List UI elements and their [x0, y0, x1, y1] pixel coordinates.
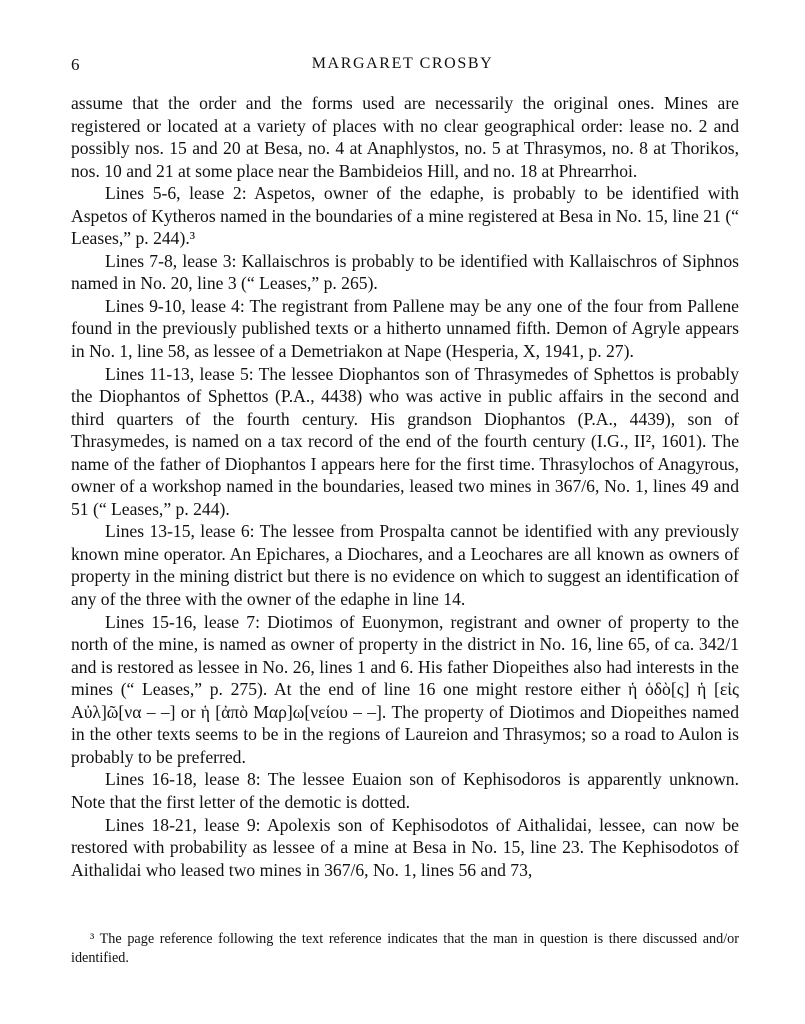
- paragraph-lease-7: Lines 15-16, lease 7: Diotimos of Euonymon, registrant and owner of property to the north of the mine, is named as owner of property in the district in No. 16, line 65, of ca. 342/1 and is restored as lessee in No. 26, lines 1 and 6. His father Diopeithes also had interests in the mines (“ Leases,” p. 275). At the end of line 16 one might restore either ἡ ὁδὸ[ς] ἡ [εἰς Αὐλ]ῶ[να – –] or ἡ [ἀπὸ Μαρ]ω[νείου – –]. The property of Diotimos and Diopeithes named in the other texts seems to be in the regions of Laureion and Thrasymos; so a road to Aulon is probably to be preferred.: [71, 611, 739, 767]
- paragraph-lease-5: Lines 11-13, lease 5: The lessee Diophantos son of Thrasymedes of Sphettos is probably the Diophantos of Sphettos (P.A., 4438) who was active in public affairs in the second and third quarters of the fourth century. His grandson Diophantos (P.A., 4439), son of Thrasymedes, is named on a tax record of the end of the fourth century (I.G., II², 1601). The name of the father of Diophantos I appears here for the first time. Thrasylochos of Anagyrous, owner of a workshop named in the boundaries, leased two mines in 367/6, No. 1, lines 49 and 51 (“ Leases,” p. 244).: [71, 363, 739, 519]
- page-header: [0, 55, 805, 81]
- paragraph-lease-9: Lines 18-21, lease 9: Apolexis son of Kephisodotos of Aithalidai, lessee, can now be restored with probability as lessee of a mine at Besa in No. 15, line 23. The Kephisodotos of Aithalidai who leased two mines in 367/6, No. 1, lines 56 and 73,: [71, 814, 739, 880]
- paragraph-lease-3: Lines 7-8, lease 3: Kallaischros is probably to be identified with Kallaischros of Siphnos named in No. 20, line 3 (“ Leases,” p. 265).: [71, 250, 739, 294]
- page-number: 6: [71, 55, 80, 74]
- footnote: [71, 930, 739, 967]
- paragraph-lease-8: Lines 16-18, lease 8: The lessee Euaion son of Kephisodoros is apparently unknown. Note that the first letter of the demotic is dotted.: [71, 769, 739, 812]
- running-head: MARGARET CROSBY: [311, 55, 494, 72]
- footnote-3: ³ The page reference following the text reference indicates that the man in question is there discussed and/or identified.: [71, 931, 739, 966]
- paragraph-lease-6: Lines 13-15, lease 6: The lessee from Prospalta cannot be identified with any previously known mine operator. An Epichares, a Diochares, and a Leochares are all known as owners of property in the mining district but there is no evidence on which to suggest an identification of any of the three with the owner of the edaphe in line 14.: [71, 521, 739, 610]
- body-text: [71, 92, 739, 881]
- paragraph-1: assume that the order and the forms used are necessarily the original ones. Mines are registered or located at a variety of places with no clear geographical order: lease no. 2 and possibly nos. 15 and 20 at Besa, no. 4 at Anaphlystos, no. 5 at Thrasymos, no. 8 at Thorikos, nos. 10 and 21 at some place near the Bambideios Hill, and no. 18 at Phrearrhoi.: [71, 93, 739, 181]
- paragraph-lease-2: Lines 5-6, lease 2: Aspetos, owner of the edaphe, is probably to be identified with Aspetos of Kytheros named in the boundaries of a mine registered at Besa in No. 15, line 21 (“ Leases,” p. 244).³: [71, 183, 739, 249]
- paragraph-lease-4: Lines 9-10, lease 4: The registrant from Pallene may be any one of the four from Pallene found in the previously published texts or a hitherto unnamed fifth. Demon of Agryle appears in No. 1, line 58, as lessee of a Demetriakon at Nape (Hesperia, X, 1941, p. 27).: [71, 295, 739, 362]
